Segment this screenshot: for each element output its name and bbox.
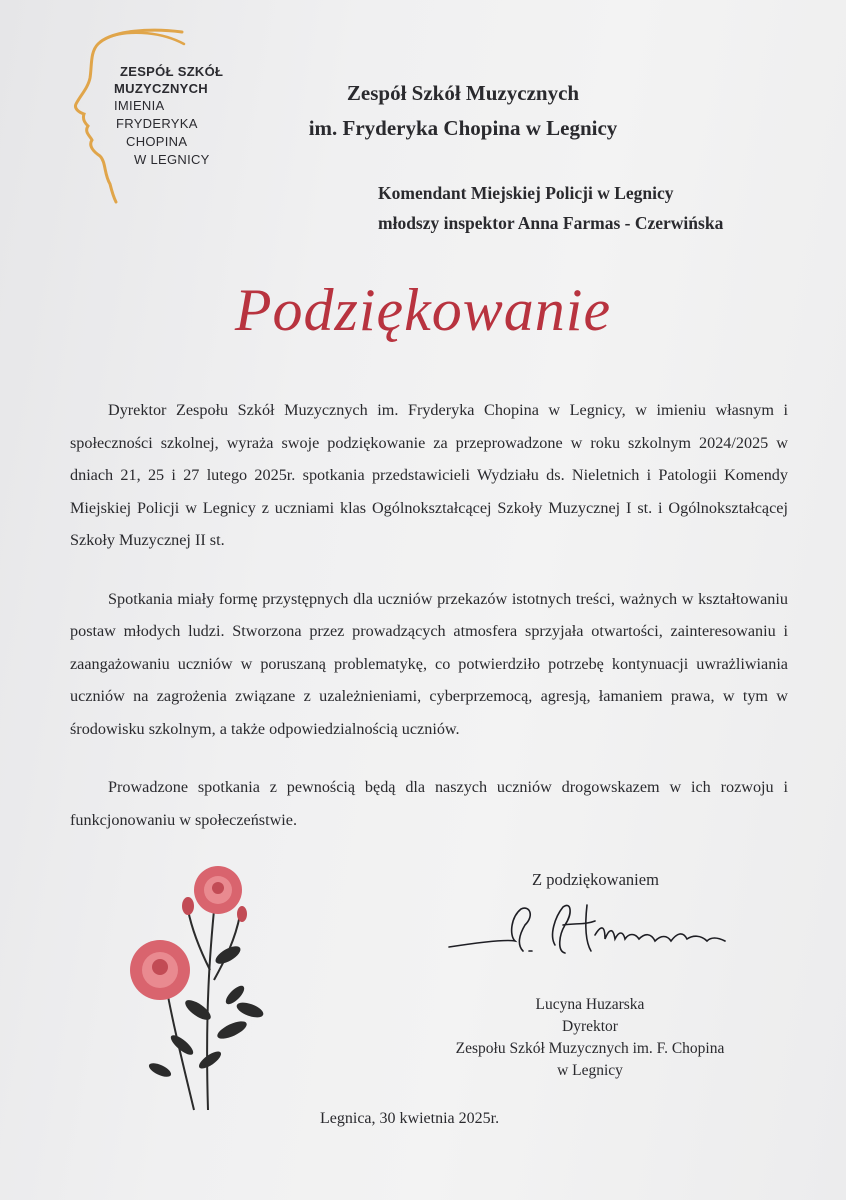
signatory-role: Dyrektor [562,1018,618,1035]
logo-text-line: IMIENIA [114,98,165,113]
logo-text-line: MUZYCZNYCH [114,81,208,96]
closing-phrase: Z podziękowaniem [532,870,659,889]
school-name-line2: im. Fryderyka Chopina w Legnicy [308,116,618,140]
letter-body [70,394,788,862]
recipient-block [378,178,723,238]
signatory-org-line1: Zespołu Szkół Muzycznych im. F. Chopina [455,1040,725,1057]
school-name-header [0,76,846,146]
logo-text-line: FRYDERYKA [116,116,198,131]
handwritten-signature-icon [445,895,735,975]
logo-text-line: W LEGNICY [134,152,210,167]
signatory-name: Lucyna Huzarska [535,996,645,1013]
body-paragraph-2: Spotkania miały formę przystępnych dla uczniów przekazów istotnych treści, ważnych w kształtowaniu postaw młodych ludzi. Stworzona przez prowadzących atmosfera sprzyjała otwartości, zainteresowaniu i zaangażowaniu uczniów w poruszaną problematykę, co potwierdziło potrzebę kontynuacji uwrażliwiania uczniów na zagrożenia związane z uzależnieniami, cyberprzemocą, agresją, łamaniem prawa, w tym w środowisku szkolnym, a także odpowiedzialnością uczniów. [70,589,788,738]
signatory-block [440,994,740,1082]
recipient-line1: Komendant Miejskiej Policji w Legnicy [378,183,674,203]
place-date: Legnica, 30 kwietnia 2025r. [320,1110,500,1127]
school-name-line1: Zespół Szkół Muzycznych [346,81,580,105]
document-title: Podziękowanie [234,277,612,343]
roses-illustration-icon [110,860,280,1120]
logo-text-line: CHOPINA [126,134,188,149]
body-paragraph-3: Prowadzone spotkania z pewnością będą dla naszych uczniów drogowskazem w ich rozwoju i funkcjonowaniu w społeczeństwie. [70,778,788,829]
logo-text-line: ZESPÓŁ SZKÓŁ [120,64,224,79]
body-paragraph-1: Dyrektor Zespołu Szkół Muzycznych im. Fryderyka Chopina w Legnicy, w imieniu własnym i społeczności szkolnej, wyraża swoje podziękowanie za przeprowadzone w roku szkolnym 2024/2025 w dniach 21, 25 i 27 lutego 2025r. spotkania przedstawicieli Wydziału ds. Nieletnich i Patologii Komendy Miejskiej Policji w Legnicy z uczniami klas Ogólnokształcącej Szkoły Muzycznej I st. i Ogólnokształcącej Szkoły Muzycznej II st. [70,401,788,549]
recipient-line2: młodszy inspektor Anna Farmas - Czerwińska [378,213,724,233]
signatory-org-line2: w Legnicy [557,1062,623,1079]
